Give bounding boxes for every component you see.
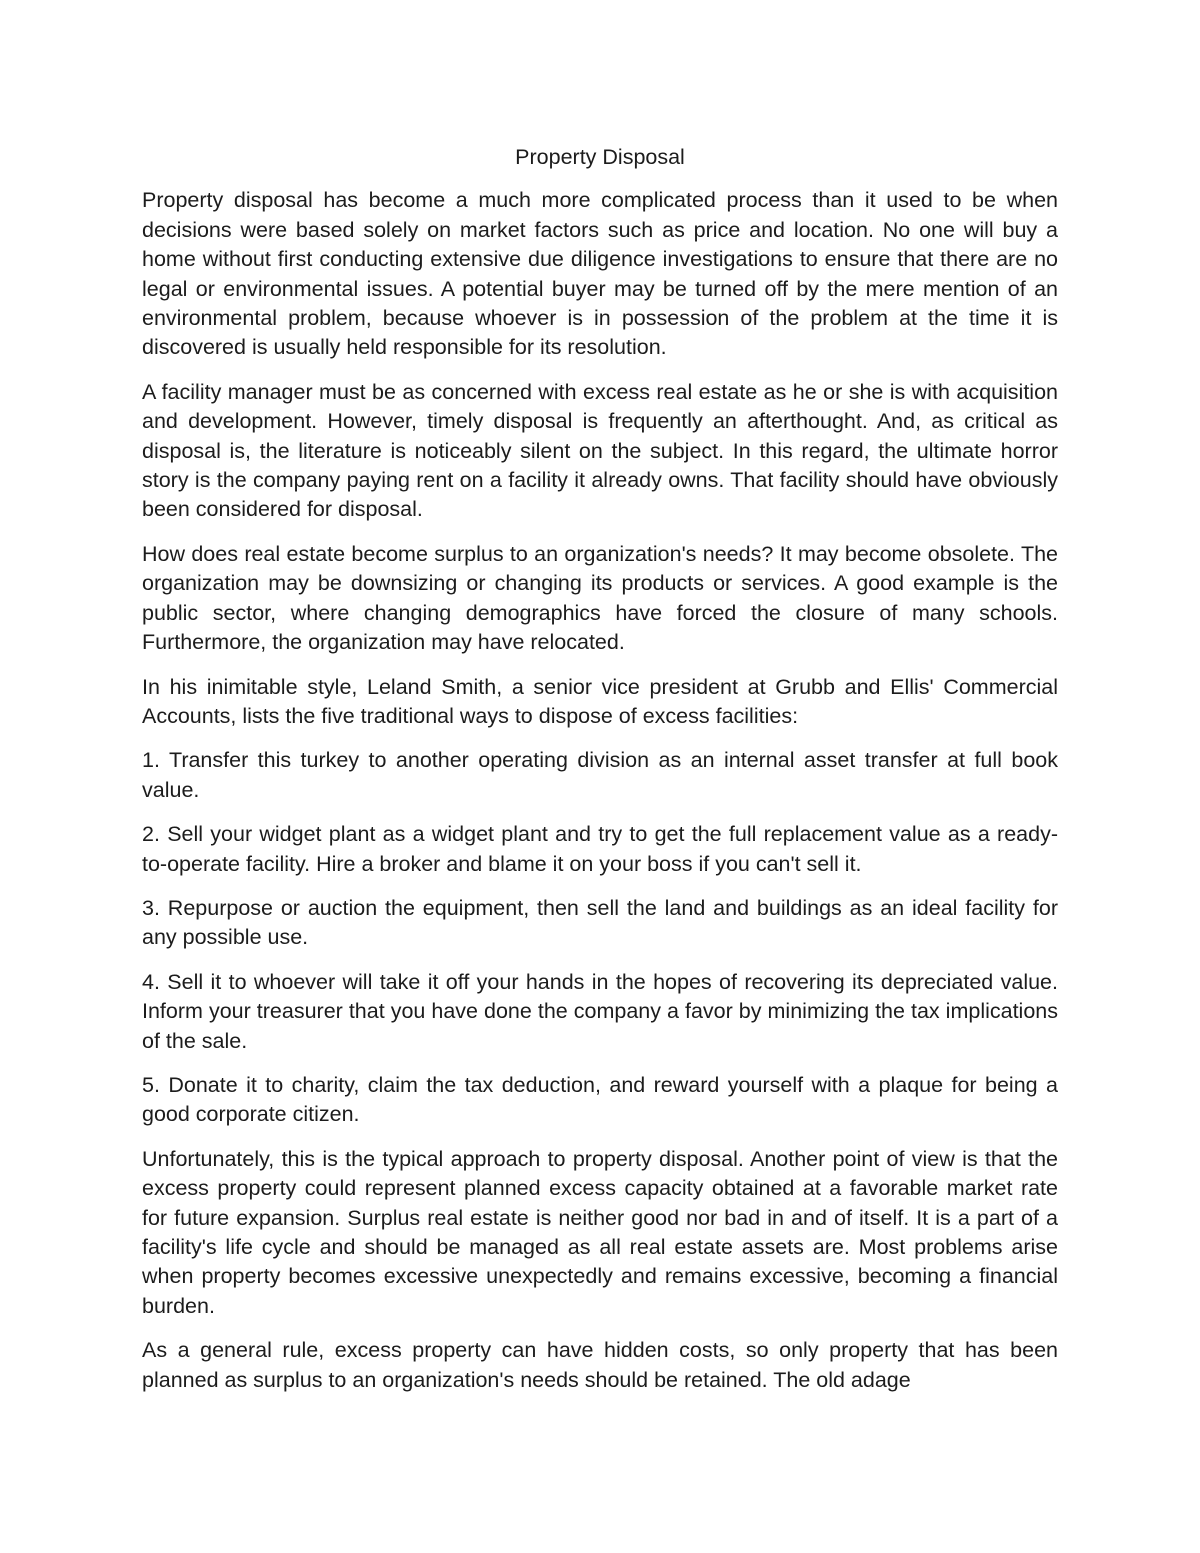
document-title: Property Disposal [515, 145, 685, 169]
list-item-1: 1. Transfer this turkey to another operating division as an internal asset transfer at full book value. [142, 748, 1058, 802]
list-item-5: 5. Donate it to charity, claim the tax deduction, and reward yourself with a plaque for being a good corporate citizen. [142, 1072, 1058, 1127]
list-item-3: 3. Repurpose or auction the equipment, then sell the land and buildings as an ideal facility for any possible use. [142, 895, 1058, 950]
paragraph-surplus-causes: How does real estate become surplus to an organization's needs? It may become obsolete. The organization may be downsizing or changing its products or services. A good example is the public sector, where changing demographics have forced the closure of many schools. Furthermore, the organization may have relocated. [142, 541, 1058, 655]
paragraph-leland-smith: In his inimitable style, Leland Smith, a senior vice president at Grubb and Ellis' Commercial Accounts, lists the five traditional ways to dispose of excess facilities: [142, 674, 1058, 728]
paragraph-facility-manager: A facility manager must be as concerned with excess real estate as he or she is with acquisition and development. However, timely disposal is frequently an afterthought. And, as critical as disposal is, the literature is noticeably silent on the subject. In this regard, the ultimate horror story is the company paying rent on a facility it already owns. That facility should have obviously been considered for disposal. [142, 379, 1058, 522]
list-item-4: 4. Sell it to whoever will take it off your hands in the hopes of recovering its depreciated value. Inform your treasurer that you have done the company a favor by minimizing the tax implications of the sale. [142, 969, 1058, 1053]
paragraph-general-rule: As a general rule, excess property can have hidden costs, so only property that has been planned as surplus to an organization's needs should be retained. The old adage [142, 1338, 1058, 1392]
document-body [142, 143, 1058, 1410]
paragraph-typical-approach: Unfortunately, this is the typical approach to property disposal. Another point of view is that the excess property could represent planned excess capacity obtained at a favorable market rate for future expansion. Surplus real estate is neither good nor bad in and of itself. It is a part of a facility's life cycle and should be managed as all real estate assets are. Most problems arise when property becomes excessive unexpectedly and remains excessive, becoming a financial burden. [142, 1146, 1058, 1318]
list-item-2: 2. Sell your widget plant as a widget plant and try to get the full replacement value as a ready-to-operate facility. Hire a broker and blame it on your boss if you can't sell it. [142, 822, 1058, 876]
paragraph-intro: Property disposal has become a much more complicated process than it used to be when decisions were based solely on market factors such as price and location. No one will buy a home without first conducting extensive due diligence investigations to ensure that there are no legal or environmental issues. A potential buyer may be turned off by the mere mention of an environmental problem, because whoever is in possession of the problem at the time it is discovered is usually held responsible for its resolution. [142, 188, 1058, 360]
